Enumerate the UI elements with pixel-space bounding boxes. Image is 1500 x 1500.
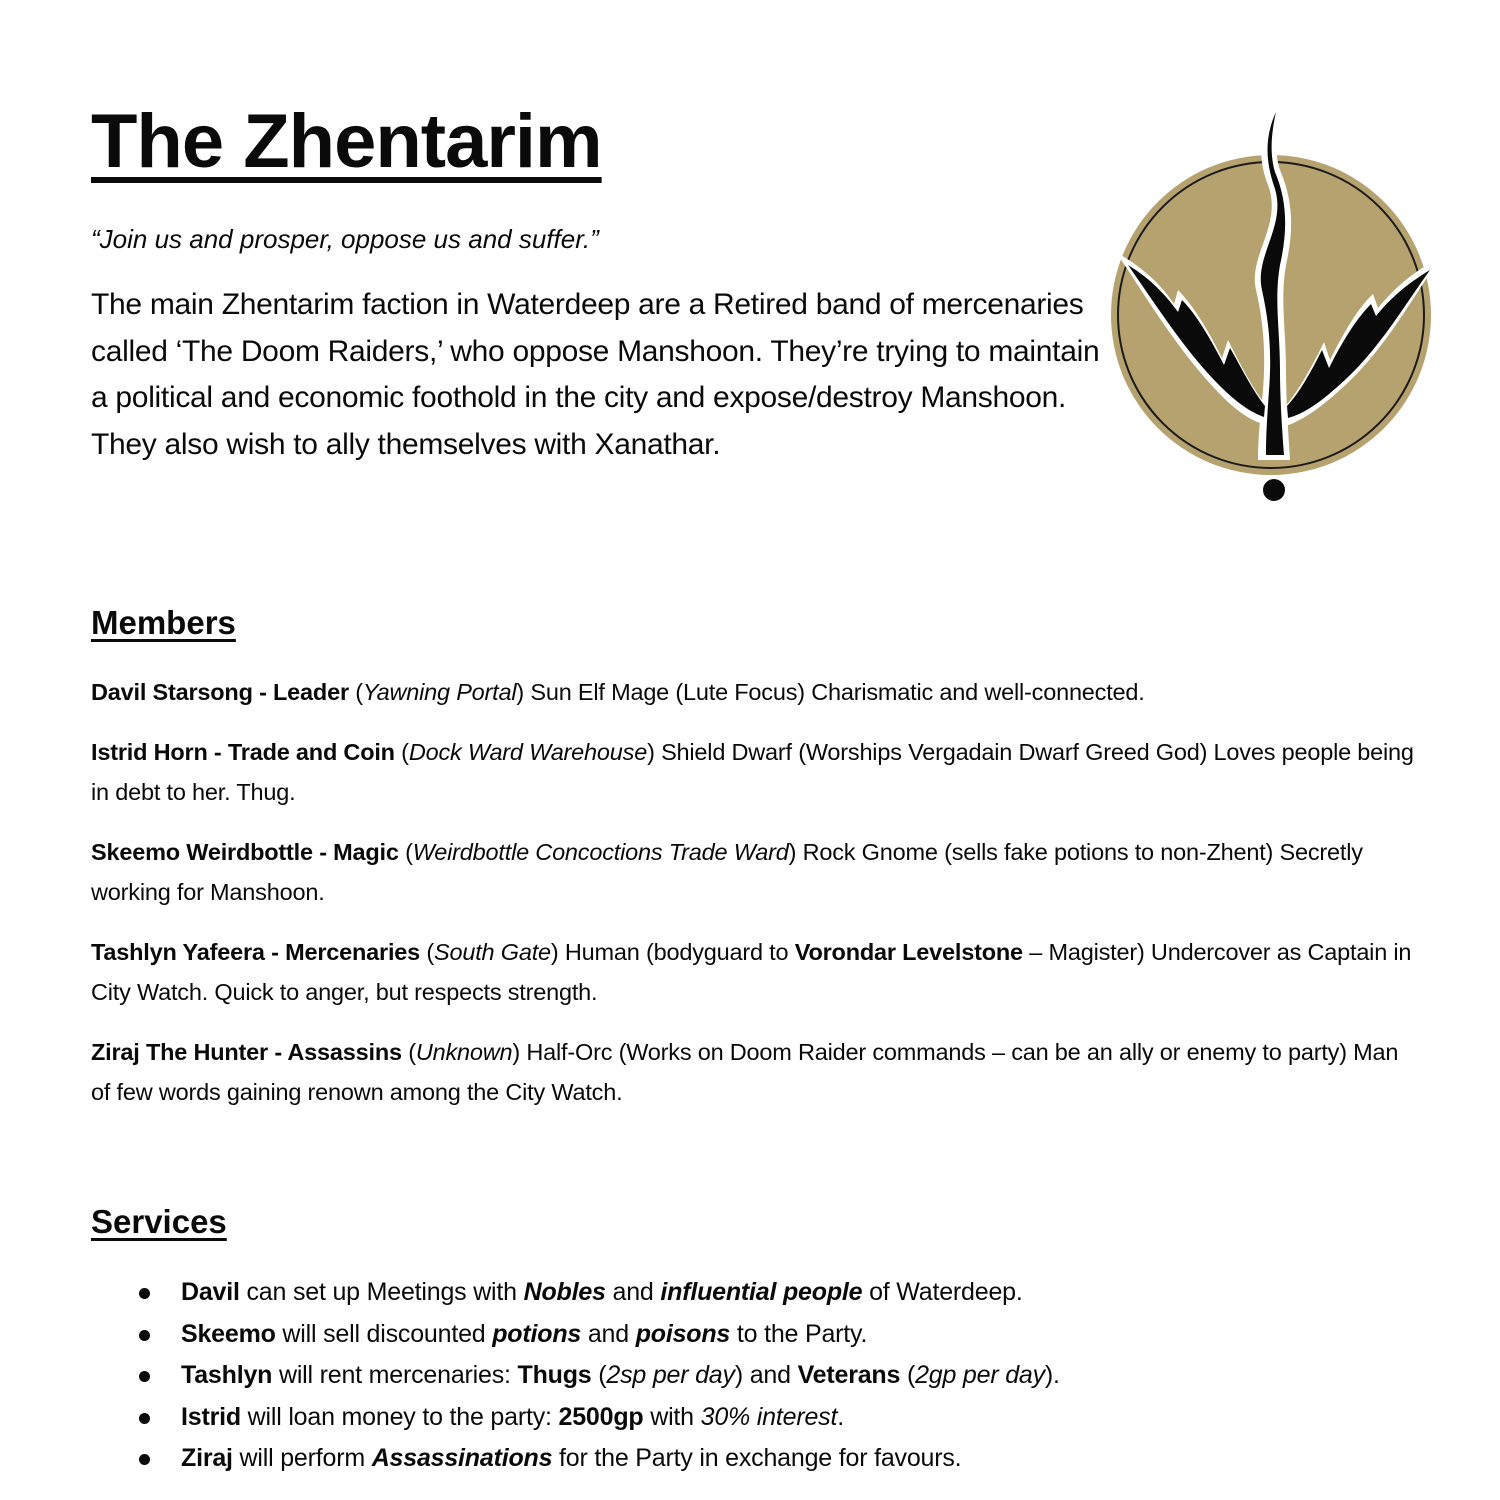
bullet-icon bbox=[139, 1288, 150, 1299]
bullet-icon bbox=[139, 1330, 150, 1341]
services-list bbox=[91, 1272, 1391, 1480]
member-description: Human (bodyguard to bbox=[558, 939, 795, 965]
intro-paragraph: The main Zhentarim faction in Waterdeep are a Retired band of mercenaries called ‘The Doom Raiders,’ who oppose Manshoon. They’re trying to maintain a political and economic foothold in the city and expose/destroy Manshoon. They also wish to ally themselves with Xanathar. bbox=[91, 288, 1100, 461]
service-item: Tashlyn will rent mercenaries: Thugs (2sp per day) and Veterans (2gp per day). bbox=[91, 1355, 1391, 1397]
member-description: Half-Orc (Works on Doom Raider commands – can be an ally or enemy to party) Man of few words gaining renown among the City Watch. bbox=[91, 1039, 1399, 1105]
page-title: The Zhentarim bbox=[91, 99, 602, 184]
member-name-role: Tashlyn Yafeera - Mercenaries bbox=[91, 939, 421, 965]
member-entry: Ziraj The Hunter - Assassins (Unknown) Half-Orc (Works on Doom Raider commands – can be an ally or enemy to party) Man of few words gaining renown among the City Watch. bbox=[91, 1039, 1399, 1105]
member-location: Dock Ward Warehouse bbox=[408, 739, 648, 765]
bullet-icon bbox=[139, 1413, 150, 1424]
service-item: Ziraj will perform Assassinations for the Party in exchange for favours. bbox=[91, 1438, 1391, 1480]
service-item: Davil can set up Meetings with Nobles and influential people of Waterdeep. bbox=[91, 1272, 1391, 1314]
service-item: Skeemo will sell discounted potions and poisons to the Party. bbox=[91, 1314, 1391, 1356]
faction-motto: “Join us and prosper, oppose us and suffer.” bbox=[91, 224, 599, 254]
service-item: Istrid will loan money to the party: 2500gp with 30% interest. bbox=[91, 1397, 1391, 1439]
member-entry: Tashlyn Yafeera - Mercenaries (South Gate) Human (bodyguard to Vorondar Levelstone – Magister) Undercover as Captain in City Watch. Quick to anger, but respects strength. bbox=[91, 939, 1412, 1005]
member-description: Sun Elf Mage (Lute Focus) Charismatic and well-connected. bbox=[524, 679, 1145, 705]
member-location: Unknown bbox=[415, 1039, 513, 1065]
member-entry: Davil Starsong - Leader (Yawning Portal) Sun Elf Mage (Lute Focus) Charismatic and well-connected. bbox=[91, 679, 1145, 705]
member-location: Weirdbottle Concoctions Trade Ward bbox=[412, 839, 789, 865]
member-ally-name: Vorondar Levelstone bbox=[794, 939, 1023, 965]
member-description: Rock Gnome (sells fake potions to non-Zhent) Secretly working for Manshoon. bbox=[91, 839, 1363, 905]
member-name-role: Istrid Horn - Trade and Coin bbox=[91, 739, 395, 765]
member-name-role: Skeemo Weirdbottle - Magic bbox=[91, 839, 399, 865]
member-entry: Istrid Horn - Trade and Coin (Dock Ward Warehouse) Shield Dwarf (Worships Vergadain Dwarf Greed God) Loves people being in debt to her. Thug. bbox=[91, 739, 1414, 805]
zhentarim-emblem-icon bbox=[1108, 90, 1448, 510]
bullet-icon bbox=[139, 1371, 150, 1382]
member-name-role: Ziraj The Hunter - Assassins bbox=[91, 1039, 402, 1065]
member-entry: Skeemo Weirdbottle - Magic (Weirdbottle Concoctions Trade Ward) Rock Gnome (sells fake potions to non-Zhent) Secretly working for Manshoon. bbox=[91, 839, 1363, 905]
members-list bbox=[91, 672, 1421, 1132]
member-description: Shield Dwarf (Worships Vergadain Dwarf Greed God) Loves people being in debt to her. Thug. bbox=[91, 739, 1414, 805]
member-name-role: Davil Starsong - Leader bbox=[91, 679, 349, 705]
services-heading: Services bbox=[91, 1203, 227, 1240]
bullet-icon bbox=[139, 1454, 150, 1465]
member-location: Yawning Portal bbox=[362, 679, 517, 705]
members-heading: Members bbox=[91, 604, 236, 641]
member-location: South Gate bbox=[434, 939, 551, 965]
